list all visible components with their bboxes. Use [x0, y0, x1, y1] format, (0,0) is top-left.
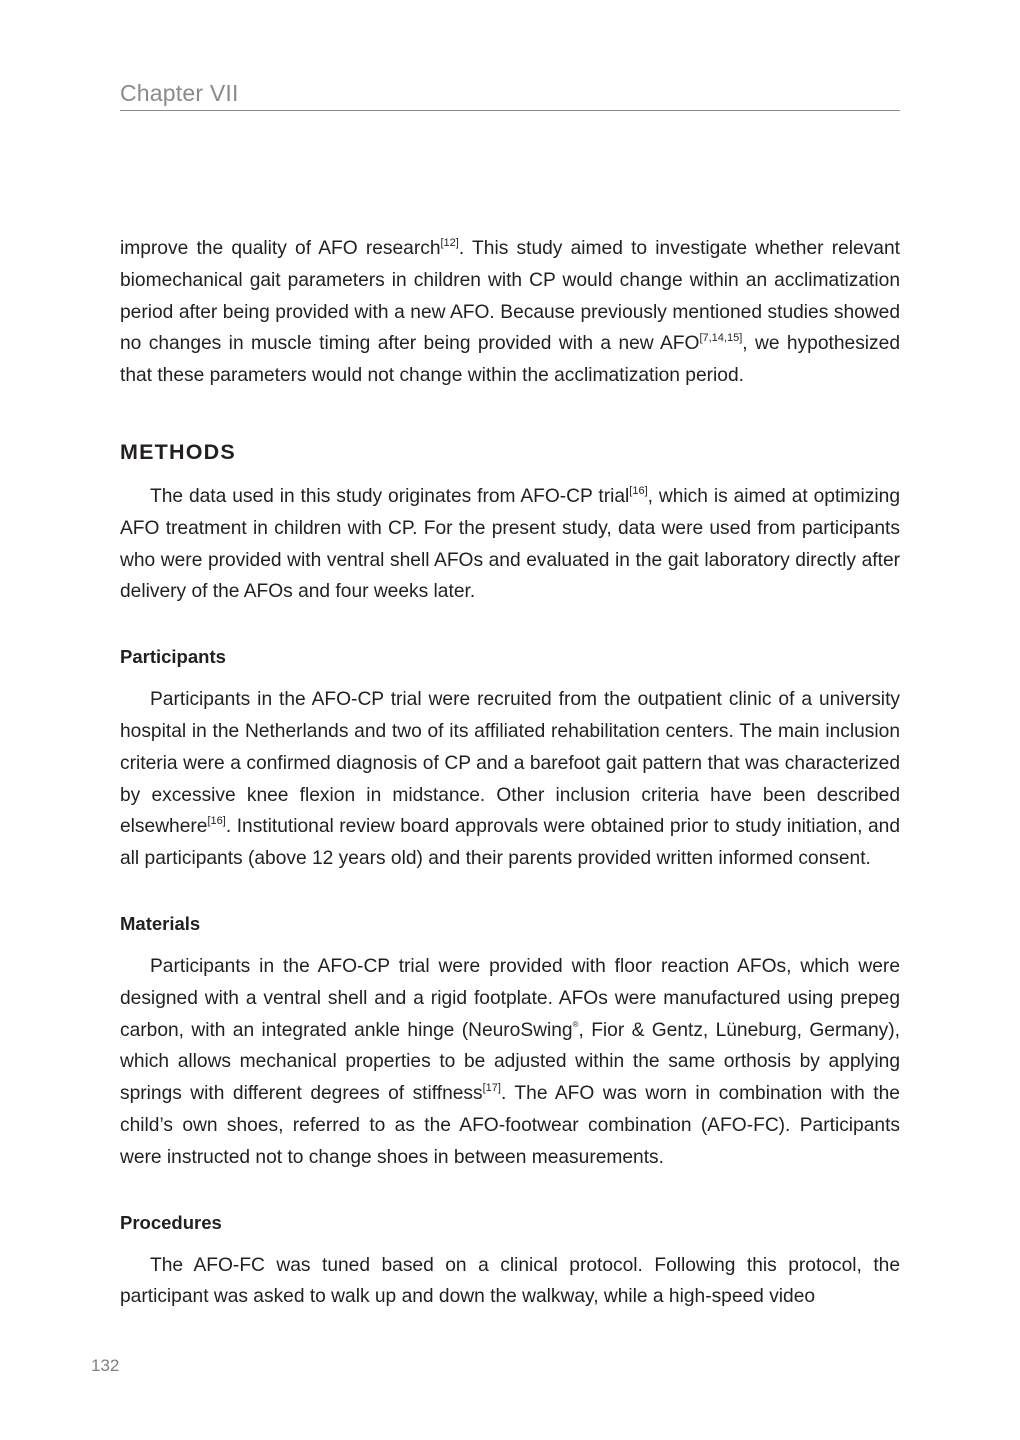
participants-text-1: Participants in the AFO-CP trial were recruited from the outpatient clinic of a university hospital in the Netherlands and two of its affiliated rehabilitation centers. The main inclusion criteria were a confirmed diagnosis of CP and a barefoot gait pattern that was characterized by excessive knee flexion in midstance. Other inclusion criteria have been described elsewhere	[120, 689, 900, 838]
procedures-text-1: The AFO-FC was tuned based on a clinical protocol. Following this protocol, the participant was asked to walk up and down the walkway, while a high-speed video	[120, 1254, 900, 1308]
intro-text-1: improve the quality of AFO research	[120, 238, 441, 259]
participants-paragraph	[120, 684, 900, 875]
materials-text-2: , Fior & Gentz, Lüneburg, Germany), which allows mechanical properties to be adjusted within the same orthosis by applying springs with different degrees of stiffness	[120, 1019, 900, 1105]
intro-text-2: . This study aimed to investigate whether relevant biomechanical gait parameters in children with CP would change within an acclimatization period after being provided with a new AFO. Because previously mentioned studies showed no changes in muscle timing after being provided with a new AFO	[120, 238, 900, 355]
page-number: 132	[91, 1356, 120, 1375]
methods-paragraph	[120, 481, 900, 608]
citation-ref: [17]	[482, 1082, 501, 1095]
materials-text-1: Participants in the AFO-CP trial were provided with floor reaction AFOs, which were designed with a ventral shell and a rigid footplate. AFOs were manufactured using prepeg carbon, with an integrated ankle hinge (NeuroSwing	[120, 955, 900, 1041]
procedures-heading: Procedures	[120, 1211, 222, 1233]
registered-mark: ®	[572, 1019, 579, 1029]
intro-text-3: , we hypothesized that these parameters would not change within the acclimatization period.	[120, 333, 900, 387]
citation-ref: [7,14,15]	[699, 332, 743, 345]
chapter-header: Chapter VII	[120, 80, 239, 106]
participants-heading: Participants	[120, 646, 226, 668]
procedures-paragraph	[120, 1250, 900, 1314]
materials-heading: Materials	[120, 912, 201, 934]
participants-text-2: . Institutional review board approvals were obtained prior to study initiation, and all participants (above 12 years old) and their parents provided written informed consent.	[120, 816, 900, 870]
citation-ref: [16]	[207, 815, 226, 828]
methods-heading: METHODS	[120, 439, 236, 464]
intro-paragraph	[120, 233, 900, 392]
materials-paragraph	[120, 951, 900, 1174]
methods-text-1: The data used in this study originates from AFO-CP trial	[150, 485, 630, 507]
citation-ref: [12]	[440, 237, 459, 249]
methods-text-2: , which is aimed at optimizing AFO treatment in children with CP. For the present study, data were used from participants who were provided with ventral shell AFOs and evaluated in the gait laboratory directly after delivery of the AFOs and four weeks later.	[120, 485, 900, 603]
page-body	[120, 233, 900, 1313]
materials-text-3: . The AFO was worn in combination with the child’s own shoes, referred to as the AFO-footwear combination (AFO-FC). Participants were instructed not to change shoes in between measurements.	[120, 1083, 900, 1168]
citation-ref: [16]	[629, 484, 648, 497]
header-rule	[120, 110, 900, 111]
